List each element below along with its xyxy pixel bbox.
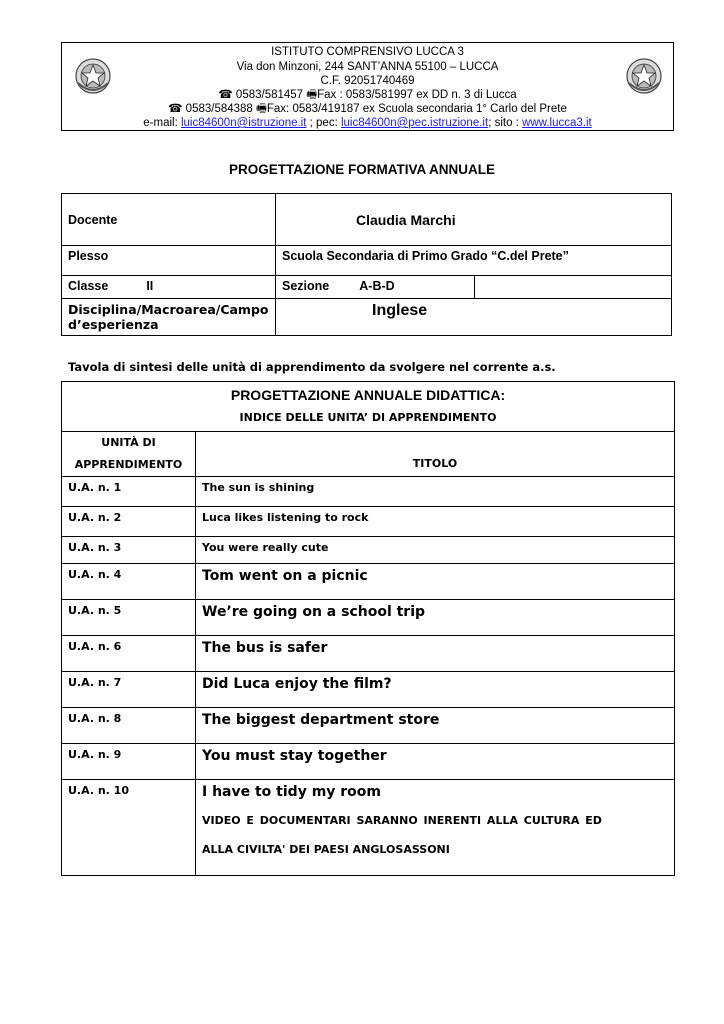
plan-subtitle: INDICE DELLE UNITA’ DI APPRENDIMENTO — [239, 411, 497, 424]
unit-number: U.A. n. 9 — [62, 744, 196, 780]
unit-title-cell — [196, 780, 675, 876]
classe-value: II — [146, 279, 154, 293]
school-contacts — [62, 116, 673, 130]
unit-title: The sun is shining — [196, 477, 675, 507]
email-link[interactable]: luic84600n@istruzione.it — [180, 117, 307, 129]
unit-title: The biggest department store — [196, 708, 675, 744]
plesso-label: Plesso — [62, 246, 276, 276]
unit-number: U.A. n. 7 — [62, 672, 196, 708]
summary-caption: Tavola di sintesi delle unità di apprendimento da svolgere nel corrente a.s. — [68, 360, 556, 374]
unit-title: I have to tidy my room — [202, 784, 382, 800]
col-unit-header — [62, 432, 196, 477]
email-label: e-mail: — [143, 117, 181, 129]
classe-cell — [62, 276, 276, 299]
disciplina-label: Disciplina/Macroarea/Campo d’esperienza — [62, 299, 276, 336]
school-header — [61, 42, 674, 131]
school-phone-2: ☎ 0583/584388 🖷Fax: 0583/419187 ex Scuola secondaria 1° Carlo del Prete — [168, 103, 567, 115]
unit-title: The bus is safer — [196, 636, 675, 672]
unit-number: U.A. n. 4 — [62, 564, 196, 600]
plan-title: PROGETTAZIONE ANNUALE DIDATTICA: — [230, 387, 506, 403]
unit-number: U.A. n. 5 — [62, 600, 196, 636]
docente-value: Claudia Marchi — [276, 194, 672, 246]
docente-label: Docente — [62, 194, 276, 246]
sezione-value: A-B-D — [359, 279, 395, 293]
school-phone-1: ☎ 0583/581457 🖷Fax : 0583/581997 ex DD n. 3 di Lucca — [218, 89, 517, 101]
note-line-2: ALLA CIVILTA' DEI PAESI ANGLOSASSONI — [202, 843, 450, 856]
school-address: Via don Minzoni, 244 SANT’ANNA 55100 – LUCCA — [236, 61, 499, 73]
teacher-info-table — [61, 193, 672, 336]
unit-number: U.A. n. 1 — [62, 477, 196, 507]
unit-title: We’re going on a school trip — [196, 600, 675, 636]
col-unit-header-line1: UNITÀ DI — [101, 436, 156, 449]
col-unit-header-line2: APPRENDIMENTO — [74, 458, 183, 471]
unit-title: Did Luca enjoy the film? — [196, 672, 675, 708]
site-label: ; sito : — [488, 117, 523, 129]
unit-title: Luca likes listening to rock — [196, 507, 675, 537]
empty-cell — [475, 276, 672, 299]
sezione-label: Sezione — [282, 279, 330, 293]
pec-label: ; pec: — [306, 117, 341, 129]
sezione-cell — [276, 276, 475, 299]
document-title: PROGETTAZIONE FORMATIVA ANNUALE — [229, 162, 495, 177]
unit-title: You were really cute — [196, 537, 675, 564]
classe-label: Classe — [68, 279, 109, 293]
col-title-header: TITOLO — [196, 432, 675, 477]
disciplina-value: Inglese — [276, 299, 672, 336]
unit-number: U.A. n. 2 — [62, 507, 196, 537]
unit-title: You must stay together — [196, 744, 675, 780]
plan-header-cell — [62, 382, 675, 432]
learning-units-table — [61, 381, 675, 876]
unit-number: U.A. n. 10 — [62, 780, 196, 876]
unit-number: U.A. n. 3 — [62, 537, 196, 564]
site-link[interactable]: www.lucca3.it — [522, 117, 592, 129]
school-tax-code: C.F. 92051740469 — [320, 75, 415, 87]
unit-title: Tom went on a picnic — [196, 564, 675, 600]
unit-number: U.A. n. 6 — [62, 636, 196, 672]
school-name: ISTITUTO COMPRENSIVO LUCCA 3 — [271, 46, 464, 58]
plesso-value: Scuola Secondaria di Primo Grado “C.del Prete” — [276, 246, 672, 276]
unit-number: U.A. n. 8 — [62, 708, 196, 744]
note-line-1: VIDEO E DOCUMENTARI SARANNO INERENTI ALLA CULTURA ED — [202, 814, 602, 827]
pec-link[interactable]: luic84600n@pec.istruzione.it — [340, 117, 489, 129]
